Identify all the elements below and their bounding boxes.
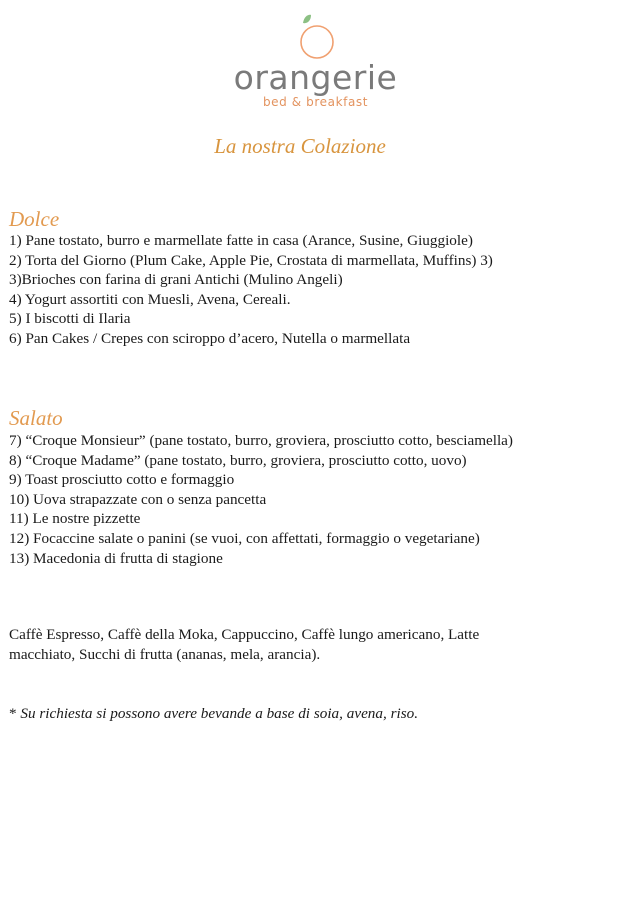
note bbox=[9, 704, 609, 724]
list-item: 8) “Croque Madame” (pane tostato, burro, groviera, prosciutto cotto, uovo) bbox=[9, 451, 467, 469]
list-item: 2) Torta del Giorno (Plum Cake, Apple Pie, Crostata di marmellata, Muffins) 3) bbox=[9, 251, 493, 269]
logo bbox=[0, 6, 631, 111]
list-item: 6) Pan Cakes / Crepes con sciroppo d’acero, Nutella o marmellata bbox=[9, 329, 411, 347]
list-item: 10) Uova strapazzate con o senza pancetta bbox=[9, 490, 267, 508]
drinks-line: macchiato, Succhi di frutta (ananas, mela, arancia). bbox=[9, 646, 321, 663]
list-item: 9) Toast prosciutto cotto e formaggio bbox=[9, 471, 235, 489]
section-heading-dolce: Dolce bbox=[9, 207, 60, 231]
dolce-list bbox=[9, 231, 609, 349]
section-heading-salato: Salato bbox=[9, 406, 63, 430]
page-title: La nostra Colazione bbox=[214, 134, 386, 158]
drinks-paragraph bbox=[9, 625, 609, 665]
note-text: Su richiesta si possono avere bevande a base di soia, avena, riso. bbox=[20, 705, 419, 722]
drinks-line: Caffè Espresso, Caffè della Moka, Cappuccino, Caffè lungo americano, Latte bbox=[9, 626, 480, 643]
note-asterisk: * bbox=[9, 705, 17, 722]
logo-subtitle: bed & breakfast bbox=[262, 95, 369, 109]
list-item: 5) I biscotti di Ilaria bbox=[9, 310, 131, 328]
salato-list bbox=[9, 431, 609, 568]
orange-logo-icon bbox=[296, 13, 336, 63]
list-item: 4) Yogurt assortiti con Muesli, Avena, Cereali. bbox=[9, 290, 291, 308]
logo-wordmark: orangerie bbox=[233, 58, 398, 97]
list-item: 7) “Croque Monsieur” (pane tostato, burro, groviera, prosciutto cotto, besciamella) bbox=[9, 432, 513, 449]
list-item: 3)Brioches con farina di grani Antichi (Mulino Angeli) bbox=[9, 271, 343, 289]
list-item: 1) Pane tostato, burro e marmellate fatte in casa (Arance, Susine, Giuggiole) bbox=[9, 232, 473, 249]
list-item: 13) Macedonia di frutta di stagione bbox=[9, 549, 223, 567]
list-item: 11) Le nostre pizzette bbox=[9, 510, 141, 528]
list-item: 12) Focaccine salate o panini (se vuoi, con affettati, formaggio o vegetariane) bbox=[9, 529, 480, 547]
